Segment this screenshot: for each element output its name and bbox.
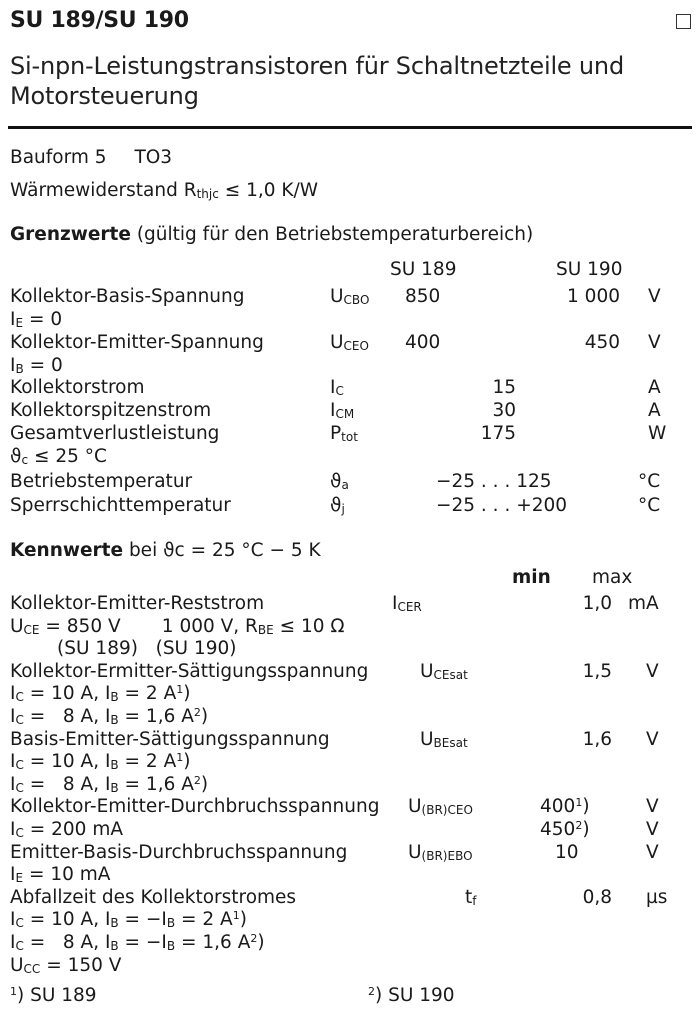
text-segment: = 200 mA (23, 819, 123, 840)
row-label (10, 819, 123, 841)
text-segment: = 8 A, I (23, 706, 111, 727)
text-segment: Betriebstemperatur (10, 471, 193, 492)
row-label (10, 471, 192, 493)
unit: V (646, 660, 659, 682)
row-label (10, 446, 107, 468)
row-symbol (420, 661, 468, 683)
bauform-line (10, 147, 172, 169)
text-segment: I (392, 593, 398, 614)
row-label (10, 286, 245, 308)
row-label (10, 706, 208, 728)
text-segment: U (408, 841, 422, 863)
text-segment: ) (582, 796, 590, 818)
document-title: SU 189/SU 190 (10, 8, 189, 33)
row-label (10, 661, 368, 683)
text-segment: = 10 A, I (23, 683, 111, 705)
superscript: 2 (250, 932, 258, 945)
value-common: 175 (480, 423, 516, 444)
text-segment: I (10, 309, 16, 330)
text-segment: = 150 V (40, 954, 122, 976)
text-segment: = 850 V 1 000 V, R (39, 615, 258, 637)
text-segment: = −I (118, 909, 167, 931)
footnote-1 (10, 985, 97, 1007)
row-label (10, 638, 237, 660)
text-segment: Kollektor-Basis-Spannung (10, 286, 245, 307)
text-segment: U (408, 796, 422, 818)
text-segment: = 10 A, I (23, 751, 111, 773)
row-label (10, 796, 379, 818)
subscript: B (15, 362, 24, 376)
row-label (10, 774, 208, 796)
footnote-2 (368, 985, 455, 1007)
text-segment: ) (183, 683, 191, 705)
row-symbol (408, 842, 473, 864)
row-label (10, 842, 347, 864)
horizontal-rule (8, 126, 692, 129)
subscript: CEsat (433, 667, 468, 682)
row-label (10, 887, 296, 909)
text-segment: ) (200, 773, 209, 795)
waerme-subscript: thjc (196, 187, 219, 201)
subtitle-line-1: Si-npn-Leistungstransistoren für Schaltnetzteile und (10, 52, 624, 80)
text-segment: 10 (555, 841, 579, 863)
text-segment: I (10, 751, 16, 773)
row-symbol (330, 286, 369, 308)
value-common: 15 (492, 377, 516, 398)
text-segment: = 0 (23, 355, 63, 376)
text-segment: I (10, 819, 16, 840)
row-symbol (465, 887, 477, 909)
text-segment: = 8 A, I (23, 932, 111, 953)
unit: V (646, 819, 659, 840)
subscript: B (110, 713, 119, 727)
text-segment: 450 (540, 819, 576, 840)
subscript: f (472, 893, 477, 908)
grenzwerte-bold: Grenzwerte (10, 224, 131, 245)
text-segment: U (420, 728, 434, 750)
subscript: C (15, 939, 24, 953)
unit: W (648, 423, 667, 444)
superscript: 2 (193, 773, 201, 787)
waerme-label: Wärmewiderstand R (10, 180, 197, 201)
row-symbol (330, 332, 369, 354)
text-segment: U (10, 615, 24, 637)
text-segment: U (420, 660, 434, 682)
text-segment: I (10, 706, 16, 727)
row-symbol (330, 400, 354, 422)
superscript: 2 (575, 819, 583, 832)
kennwerte-heading (10, 540, 321, 562)
col-header-su189: SU 189 (390, 259, 457, 280)
subscript: CM (335, 407, 355, 421)
subscript: B (110, 758, 119, 773)
value-max: 1,0 (582, 593, 612, 614)
subtitle-line-2: Motorsteuerung (10, 82, 199, 110)
text-segment: P (330, 423, 342, 444)
row-label (10, 864, 110, 886)
row-label (10, 423, 219, 445)
row-symbol (330, 377, 344, 399)
row-label (10, 309, 62, 331)
text-segment: (SU 189) (SU 190) (10, 638, 237, 660)
text-segment: Kollektor-Emitter-Durchbruchsspannung (10, 796, 380, 818)
subscript: B (166, 939, 176, 953)
row-label (10, 332, 264, 354)
unit: V (646, 728, 659, 750)
text-segment: ) (582, 819, 590, 840)
text-segment: = 1,6 A (118, 706, 194, 727)
superscript: 2 (193, 706, 201, 719)
value-min (540, 819, 590, 841)
subscript: tot (341, 430, 358, 444)
row-label (10, 729, 330, 751)
text-segment: = 8 A, I (23, 773, 111, 795)
text-segment: I (10, 909, 16, 931)
row-symbol (408, 796, 473, 818)
subscript: B (110, 916, 119, 931)
text-segment: ≤ 25 °C (28, 446, 107, 467)
subscript: CE (23, 622, 40, 637)
superscript: 2 (368, 985, 375, 998)
text-segment: = 2 A (118, 751, 177, 773)
text-segment: I (10, 355, 16, 376)
text-segment: ϑ (330, 471, 342, 492)
text-segment: I (10, 683, 16, 705)
value-su190: 450 (584, 332, 620, 353)
subscript: C (15, 690, 24, 705)
subscript: CEO (343, 339, 369, 353)
text-segment: = 1,6 A (175, 932, 251, 953)
subscript: (BR)EBO (421, 848, 473, 863)
text-segment: Emitter-Basis-Durchbruchsspannung (10, 841, 348, 863)
text-segment: Basis-Emitter-Sättigungsspannung (10, 728, 330, 750)
subscript: C (15, 780, 24, 795)
superscript: 1 (232, 909, 240, 923)
subscript: B (110, 780, 119, 795)
text-segment: Kollektor-Emitter-Spannung (10, 332, 264, 353)
text-segment: I (10, 773, 16, 795)
col-header-min: min (512, 567, 551, 588)
subscript: C (15, 916, 24, 931)
value-range: −25 . . . +200 (436, 495, 568, 516)
subscript: B (110, 690, 119, 705)
row-symbol (330, 423, 358, 445)
subscript: CBO (343, 293, 370, 307)
unit: µs (646, 886, 668, 908)
text-segment: U (10, 954, 24, 976)
text-segment: = 2 A (175, 909, 233, 931)
bauform-label: Bauform 5 (10, 147, 107, 168)
value-max: 0,8 (582, 886, 612, 908)
subscript: C (15, 713, 24, 727)
grenzwerte-rest: (gültig für den Betriebstemperaturbereich) (130, 224, 534, 245)
text-segment: 400 (540, 796, 576, 818)
row-label (10, 909, 247, 931)
row-label (10, 616, 345, 638)
row-label (10, 495, 231, 517)
unit: A (648, 400, 661, 421)
subscript: a (341, 478, 349, 492)
text-segment: t (465, 886, 473, 908)
unit: V (646, 796, 659, 818)
text-segment: Kollektorstrom (10, 377, 145, 398)
text-segment: ) SU 189 (17, 985, 97, 1006)
subscript: C (335, 384, 344, 398)
waerme-value: ≤ 1,0 K/W (218, 180, 319, 201)
kennwerte-rest: bei ϑc = 25 °C − 5 K (123, 540, 321, 561)
text-segment: I (10, 932, 16, 953)
row-label (10, 593, 264, 615)
text-segment: = 1,6 A (118, 773, 194, 795)
kennwerte-bold: Kennwerte (10, 540, 124, 561)
subscript: C (15, 758, 24, 773)
text-segment: = 2 A (118, 683, 177, 705)
row-label (10, 683, 190, 705)
row-label (10, 955, 121, 977)
text-segment: Abfallzeit des Kollektorstromes (10, 886, 297, 908)
col-header-max: max (592, 567, 633, 588)
waermewiderstand-line (10, 180, 318, 202)
unit: V (646, 841, 659, 863)
subscript: CER (397, 600, 422, 614)
subscript: B (166, 916, 176, 931)
unit: mA (628, 593, 659, 614)
text-segment: = −I (118, 932, 167, 953)
text-segment: Kollektor-Ermitter-Sättigungsspannung (10, 660, 369, 682)
subscript: c (21, 453, 29, 467)
text-segment: = 10 A, I (23, 909, 111, 931)
subscript: CC (23, 961, 41, 976)
bauform-value: TO3 (134, 147, 173, 168)
text-segment: I (330, 400, 336, 421)
row-symbol (420, 729, 468, 751)
value-min (555, 842, 579, 864)
subscript: (BR)CEO (421, 803, 473, 818)
row-label (10, 932, 265, 954)
value-max: 1,5 (582, 660, 612, 682)
subscript: BE (257, 622, 274, 637)
subscript: BEsat (433, 735, 468, 750)
subscript: E (15, 871, 24, 886)
row-label (10, 400, 211, 422)
grenzwerte-heading (10, 224, 533, 246)
unit: V (648, 286, 661, 307)
text-segment: ) (257, 932, 265, 953)
subscript: C (15, 826, 24, 840)
text-segment: I (330, 377, 336, 398)
superscript: 1 (176, 683, 184, 697)
value-common: 30 (492, 400, 516, 421)
text-segment: ≤ 10 Ω (273, 615, 345, 637)
value-min (540, 796, 590, 818)
subscript: E (15, 316, 24, 330)
text-segment: = 0 (23, 309, 63, 330)
value-su190: 1 000 (567, 286, 620, 307)
value-su189: 850 (405, 286, 441, 307)
text-segment: Kollektorspitzenstrom (10, 400, 212, 421)
text-segment: U (330, 332, 344, 353)
text-segment: = 10 mA (23, 864, 111, 886)
row-label (10, 377, 145, 399)
row-label (10, 751, 190, 773)
text-segment: I (10, 864, 16, 886)
text-segment: Gesamtverlustleistung (10, 423, 220, 444)
text-segment: Sperrschichttemperatur (10, 495, 231, 516)
checkbox-square (676, 14, 691, 29)
unit: °C (638, 471, 661, 492)
superscript: 1 (10, 985, 17, 998)
superscript: 1 (176, 751, 184, 765)
text-segment: Kollektor-Emitter-Reststrom (10, 593, 265, 614)
subscript: j (341, 502, 345, 516)
text-segment: ϑ (330, 495, 342, 516)
value-range: −25 . . . 125 (436, 471, 552, 492)
col-header-su190: SU 190 (556, 259, 623, 280)
text-segment: ) (239, 909, 247, 931)
value-su189: 400 (405, 332, 441, 353)
row-symbol (330, 471, 349, 493)
text-segment: ) (200, 706, 209, 727)
text-segment: ) SU 190 (375, 985, 455, 1006)
row-label (10, 355, 63, 377)
unit: °C (638, 495, 661, 516)
text-segment: ϑ (10, 446, 22, 467)
unit: A (648, 377, 661, 398)
unit: V (648, 332, 661, 353)
value-max: 1,6 (582, 728, 612, 750)
text-segment: ) (183, 751, 191, 773)
row-symbol (392, 593, 422, 615)
text-segment: U (330, 286, 344, 307)
subscript: B (110, 939, 119, 953)
row-symbol (330, 495, 345, 517)
superscript: 1 (575, 796, 583, 810)
